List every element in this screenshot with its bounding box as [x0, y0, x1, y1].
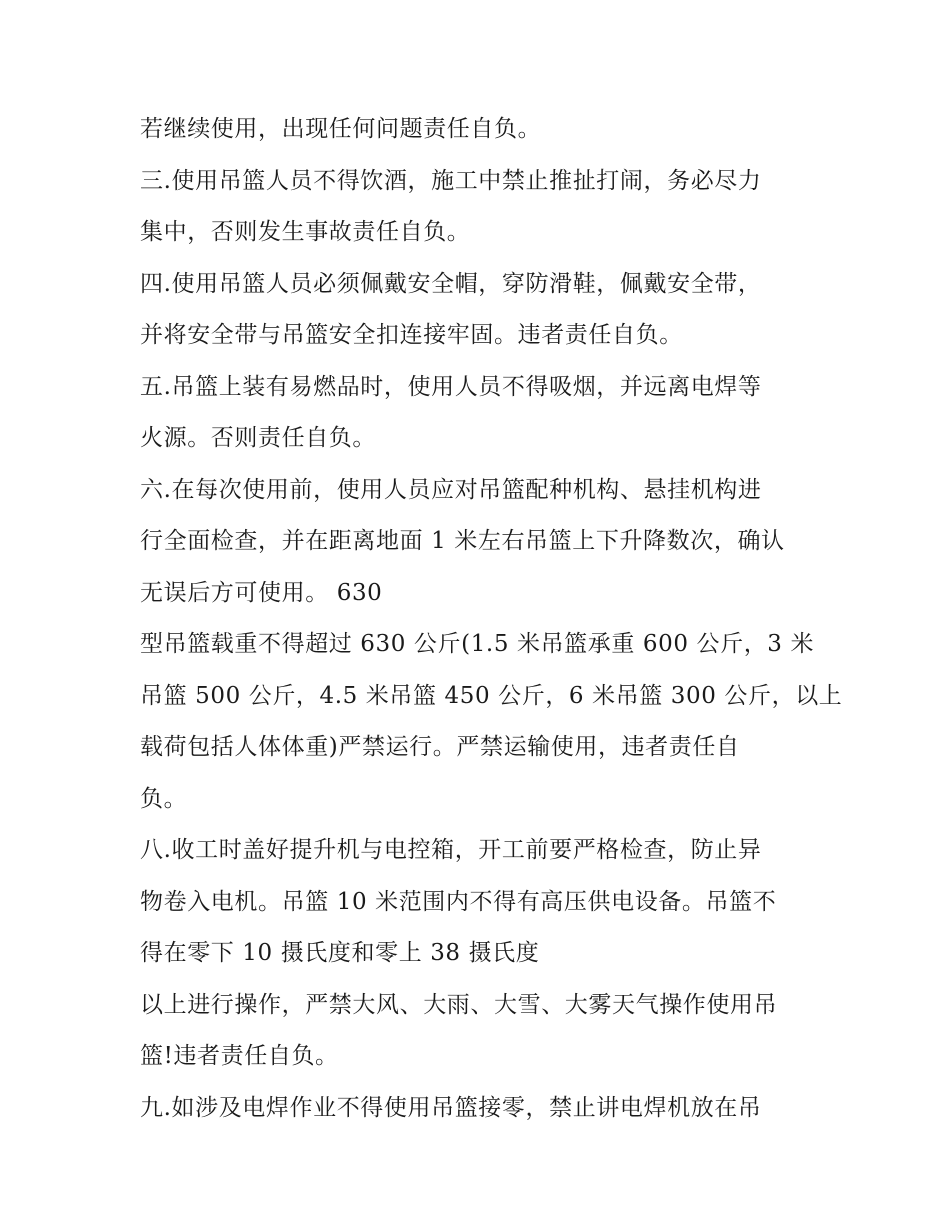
- text-line: 型吊篮载重不得超过 630 公斤(1.5 米吊篮承重 600 公斤，3 米: [140, 631, 815, 657]
- text-line: 物卷入电机。吊篮 10 米范围内不得有高压供电设备。吊篮不: [140, 888, 777, 915]
- text-line: 五.吊篮上装有易燃品时，使用人员不得吸烟，并远离电焊等: [140, 373, 762, 400]
- text-line: 行全面检查，并在距离地面 1 米左右吊篮上下升降数次，确认: [140, 528, 785, 554]
- text-line: 六.在每次使用前，使用人员应对吊篮配种机构、悬挂机构进: [140, 476, 762, 503]
- text-line: 篮!违者责任自负。: [140, 1043, 339, 1069]
- text-line: 负。: [140, 785, 188, 812]
- text-line: 火源。否则责任自负。: [140, 425, 376, 451]
- text-line: 集中，否则发生事故责任自负。: [140, 219, 471, 245]
- text-line: 吊篮 500 公斤，4.5 米吊篮 450 公斤，6 米吊篮 300 公斤，以上: [140, 682, 843, 709]
- text-line: 无误后方可使用。 630: [140, 579, 383, 606]
- document-body: [140, 104, 843, 1134]
- text-line: 得在零下 10 摄氏度和零上 38 摄氏度: [140, 940, 540, 966]
- text-line: 三.使用吊篮人员不得饮酒，施工中禁止推扯打闹，务必尽力: [140, 167, 762, 194]
- text-line: 并将安全带与吊篮安全扣连接牢固。违者责任自负。: [140, 322, 683, 348]
- text-line: 以上进行操作，严禁大风、大雨、大雪、大雾天气操作使用吊: [140, 991, 778, 1018]
- text-line: 八.收工时盖好提升机与电控箱，开工前要严格检查，防止异: [140, 837, 762, 863]
- text-line: 若继续使用，出现任何问题责任自负。: [140, 116, 542, 142]
- text-line: 载荷包括人体体重)严禁运行。严禁运输使用，违者责任自: [140, 734, 740, 760]
- text-line: 四.使用吊篮人员必须佩戴安全帽，穿防滑鞋，佩戴安全带，: [140, 270, 762, 297]
- text-line: 九.如涉及电焊作业不得使用吊篮接零，禁止讲电焊机放在吊: [140, 1094, 762, 1121]
